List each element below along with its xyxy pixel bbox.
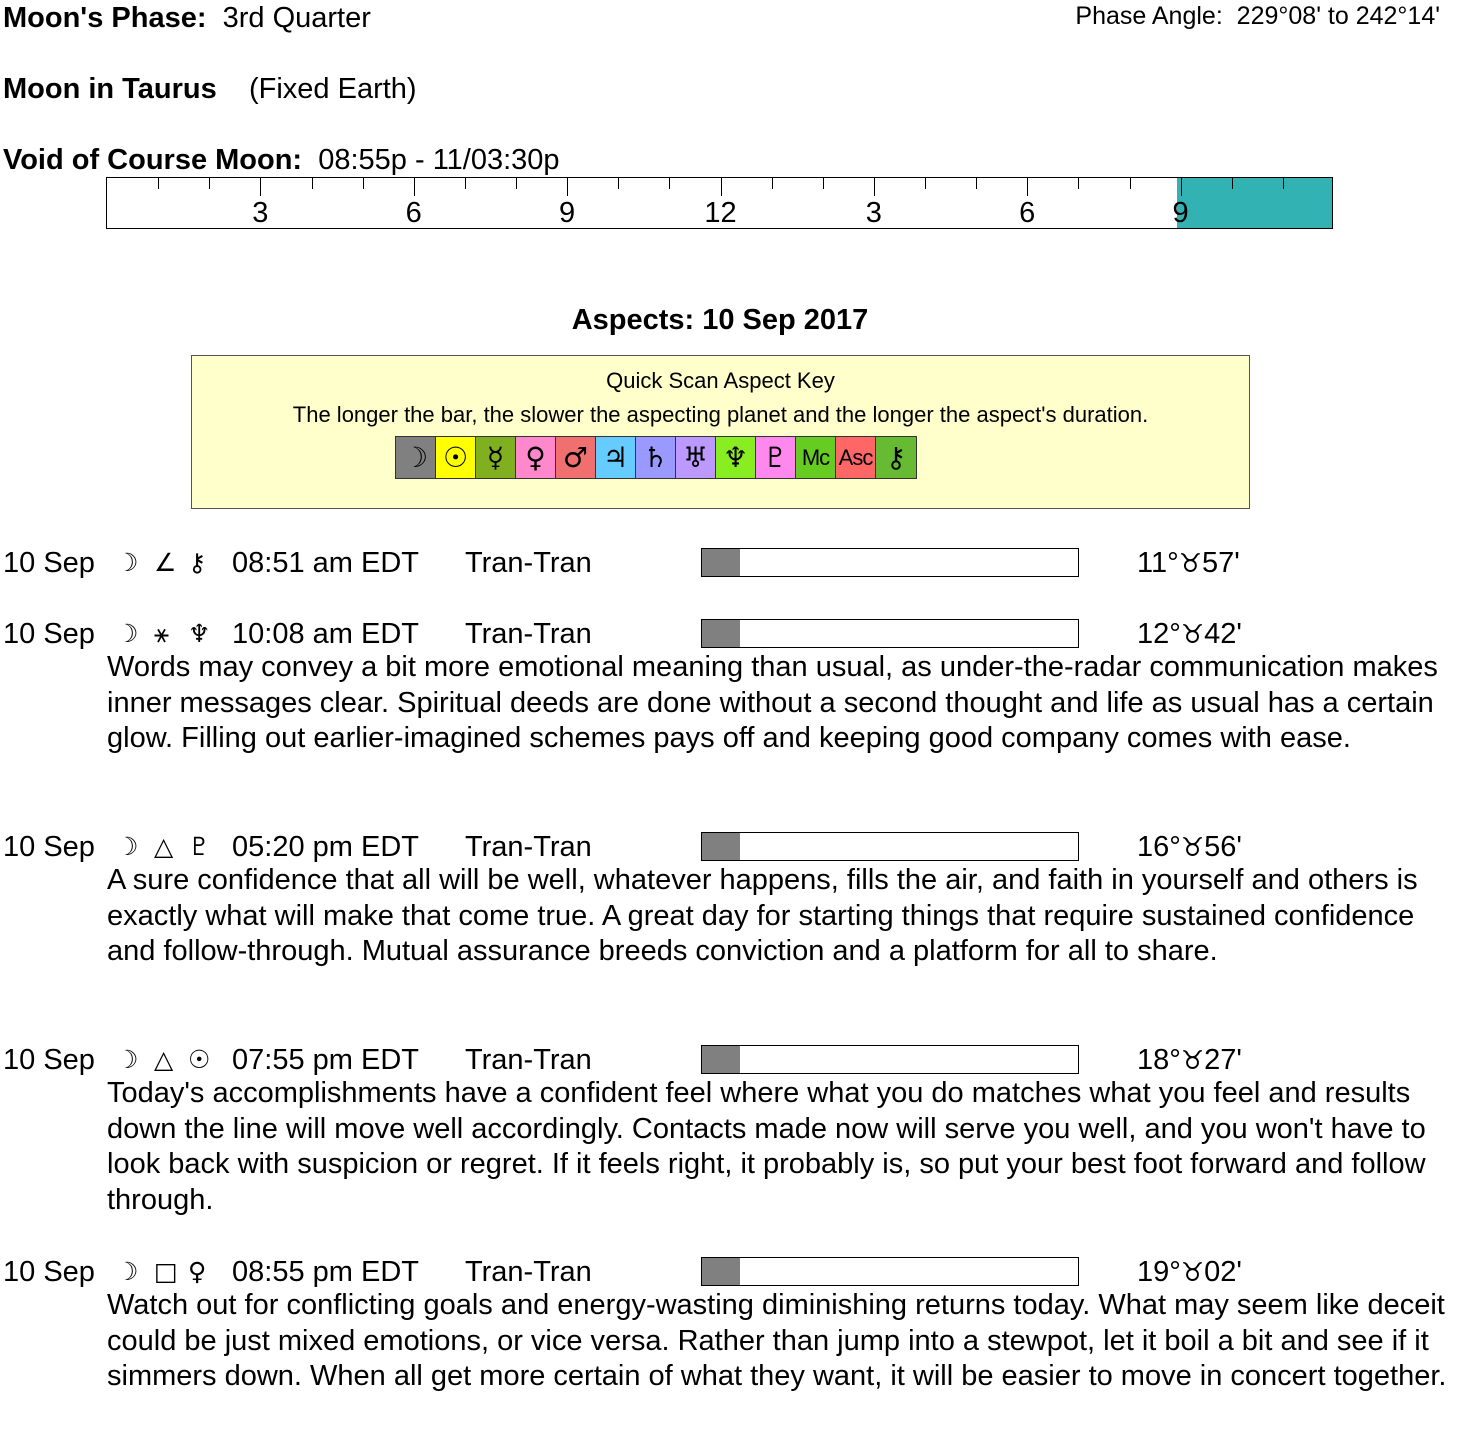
position-degree: 19°	[1137, 1256, 1181, 1288]
taurus-icon: ♉	[1180, 833, 1205, 863]
aspect-type-icon: △	[154, 1045, 174, 1074]
timeline-hour-label: 3	[865, 197, 882, 229]
aspect-date: 10 Sep	[3, 618, 95, 650]
aspect-time: 08:51 am EDT	[232, 547, 419, 579]
timeline-tick	[976, 178, 977, 189]
planet-icon: ♀	[188, 1257, 207, 1286]
phase-angle-line	[1075, 1, 1440, 31]
timeline-tick	[363, 178, 364, 189]
phase-angle-value: 229°08' to 242°14'	[1236, 2, 1440, 30]
timeline-tick	[669, 178, 670, 189]
aspect-description: Words may convey a bit more emotional meaning than usual, as under-the-radar communication makes inner messages clear. Spiritual deeds are done without a second thought and life as usual has a certain glow. Filling out earlier-imagined schemes pays off and keeping good company comes with ease.	[107, 651, 1438, 754]
position-minutes: 57'	[1202, 547, 1240, 579]
key-uranus-icon: ♅	[676, 437, 716, 478]
moon-sign-label: Moon in Taurus	[3, 73, 217, 105]
timeline-tick	[1078, 178, 1079, 189]
aspect-description: Today's accomplishments have a confident feel where what you do matches what you feel and results down the line will move well accordingly. Contacts made now will serve you well, and you won't have to look back with suspicion or regret. If it feels right, it probably is, so put your best foot forward and follow through.	[107, 1077, 1426, 1216]
void-of-course-label: Void of Course Moon:	[3, 144, 303, 176]
taurus-icon: ♉	[1180, 1258, 1205, 1288]
aspect-kind: Tran-Tran	[465, 547, 592, 579]
timeline-tick	[772, 178, 773, 189]
aspect-row	[0, 546, 1468, 580]
key-mc-icon: Mc	[796, 437, 836, 478]
aspect-time: 10:08 am EDT	[232, 618, 419, 650]
planet-color-strip	[395, 436, 917, 479]
key-chiron-icon: ⚷	[876, 437, 916, 478]
aspect-kind: Tran-Tran	[465, 831, 592, 863]
timeline-hour-label: 6	[1019, 197, 1036, 229]
moon-sign-line	[3, 72, 417, 106]
key-neptune-icon: ♆	[716, 437, 756, 478]
aspect-kind: Tran-Tran	[465, 618, 592, 650]
position-degree: 18°	[1137, 1044, 1181, 1076]
aspect-position	[1137, 617, 1242, 652]
aspect-kind: Tran-Tran	[465, 1044, 592, 1076]
aspect-date: 10 Sep	[3, 1044, 95, 1076]
aspect-key-box	[191, 355, 1250, 509]
moon-phase-line	[3, 1, 371, 35]
duration-bar-fill	[702, 549, 740, 576]
key-mars-icon: ♂	[556, 437, 596, 478]
aspect-row	[0, 1255, 1468, 1289]
key-pluto-icon: ♇	[756, 437, 796, 478]
duration-bar	[701, 1257, 1079, 1286]
timeline-tick	[414, 178, 415, 196]
aspect-position	[1137, 830, 1242, 865]
aspect-type-icon: ⚹	[154, 619, 170, 648]
moon-icon: ☽	[116, 548, 139, 577]
key-jupiter-icon: ♃	[596, 437, 636, 478]
timeline-hour-label: 3	[252, 197, 269, 229]
aspects-title: Aspects: 10 Sep 2017	[571, 304, 869, 336]
timeline-tick	[1232, 178, 1233, 189]
aspect-row	[0, 830, 1468, 864]
moon-phase-value: 3rd Quarter	[222, 2, 371, 34]
moon-sign-element: (Fixed Earth)	[248, 73, 417, 105]
taurus-icon: ♉	[1180, 620, 1205, 650]
key-saturn-icon: ♄	[636, 437, 676, 478]
aspect-row	[0, 1043, 1468, 1077]
timeline-tick	[1283, 178, 1284, 189]
planet-icon: ☉	[188, 1045, 211, 1074]
aspect-date: 10 Sep	[3, 547, 95, 579]
taurus-icon: ♉	[1178, 549, 1203, 579]
aspect-position	[1137, 1255, 1242, 1290]
void-of-course-value: 08:55p - 11/03:30p	[318, 144, 560, 176]
timeline-tick	[1181, 178, 1182, 196]
position-minutes: 42'	[1204, 618, 1242, 650]
aspect-time: 07:55 pm EDT	[232, 1044, 419, 1076]
void-period-fill	[1177, 178, 1332, 228]
timeline-tick	[874, 178, 875, 196]
duration-bar	[701, 548, 1079, 577]
timeline-tick	[925, 178, 926, 189]
position-degree: 16°	[1137, 831, 1181, 863]
moon-icon: ☽	[116, 832, 139, 861]
void-of-course-line	[3, 143, 560, 177]
duration-bar-fill	[702, 833, 740, 860]
position-minutes: 02'	[1204, 1256, 1242, 1288]
key-venus-icon: ♀	[516, 437, 556, 478]
void-of-course-timeline	[106, 177, 1333, 229]
timeline-tick	[260, 178, 261, 196]
aspect-position	[1137, 1043, 1242, 1078]
duration-bar-fill	[702, 620, 740, 647]
aspect-type-icon: △	[154, 832, 174, 861]
aspect-position	[1137, 546, 1240, 581]
taurus-icon: ♉	[1180, 1046, 1205, 1076]
key-moon-icon: ☽	[396, 437, 436, 478]
aspect-key-title: Quick Scan Aspect Key	[606, 368, 835, 393]
planet-icon: ♇	[188, 832, 211, 861]
duration-bar	[701, 832, 1079, 861]
position-minutes: 56'	[1204, 831, 1242, 863]
planet-icon: ⚷	[188, 548, 207, 577]
moon-icon: ☽	[116, 619, 139, 648]
duration-bar	[701, 619, 1079, 648]
position-degree: 11°	[1137, 547, 1179, 579]
position-minutes: 27'	[1204, 1044, 1242, 1076]
key-asc-icon: Asc	[836, 437, 876, 478]
planet-icon: ♆	[188, 619, 211, 648]
aspect-key-description: The longer the bar, the slower the aspecting planet and the longer the aspect's duration.	[292, 402, 1149, 427]
aspect-time: 08:55 pm EDT	[232, 1256, 419, 1288]
duration-bar-fill	[702, 1258, 740, 1285]
duration-bar	[701, 1045, 1079, 1074]
timeline-tick	[567, 178, 568, 196]
aspect-description: Watch out for conflicting goals and energy-wasting diminishing returns today. What may seem like deceit could be just mixed emotions, or vice versa. Rather than jump into a stewpot, let it boil a bit and see if it simmers down. When all get more certain of what they want, it will be easier to move in concert together.	[107, 1289, 1447, 1392]
moon-phase-label: Moon's Phase:	[3, 2, 207, 34]
phase-angle-label: Phase Angle:	[1075, 2, 1223, 30]
timeline-tick	[158, 178, 159, 189]
duration-bar-fill	[702, 1046, 740, 1073]
timeline-tick	[312, 178, 313, 189]
timeline-hour-label: 6	[405, 197, 422, 229]
aspect-time: 05:20 pm EDT	[232, 831, 419, 863]
aspect-description: A sure confidence that all will be well, whatever happens, fills the air, and faith in yourself and others is exactly what will make that come true. A great day for starting things that require sustained confidence and follow-through. Mutual assurance breeds conviction and a platform for all to share.	[107, 864, 1418, 967]
aspect-date: 10 Sep	[3, 831, 95, 863]
timeline-tick	[823, 178, 824, 189]
timeline-hour-label: 9	[1172, 197, 1189, 229]
position-degree: 12°	[1137, 618, 1181, 650]
moon-icon: ☽	[116, 1257, 139, 1286]
timeline-tick	[465, 178, 466, 189]
timeline-tick	[618, 178, 619, 189]
timeline-hour-label: 9	[559, 197, 576, 229]
aspect-row	[0, 617, 1468, 651]
timeline-tick	[721, 178, 722, 196]
timeline-tick	[209, 178, 210, 189]
aspect-type-icon: □	[154, 1257, 178, 1286]
timeline-tick	[1027, 178, 1028, 196]
moon-icon: ☽	[116, 1045, 139, 1074]
aspect-date: 10 Sep	[3, 1256, 95, 1288]
timeline-tick	[1130, 178, 1131, 189]
key-sun-icon: ☉	[436, 437, 476, 478]
timeline-tick	[516, 178, 517, 189]
timeline-hour-label: 12	[704, 197, 737, 229]
aspect-type-icon: ∠	[154, 548, 177, 577]
key-mercury-icon: ☿	[476, 437, 516, 478]
aspect-kind: Tran-Tran	[465, 1256, 592, 1288]
